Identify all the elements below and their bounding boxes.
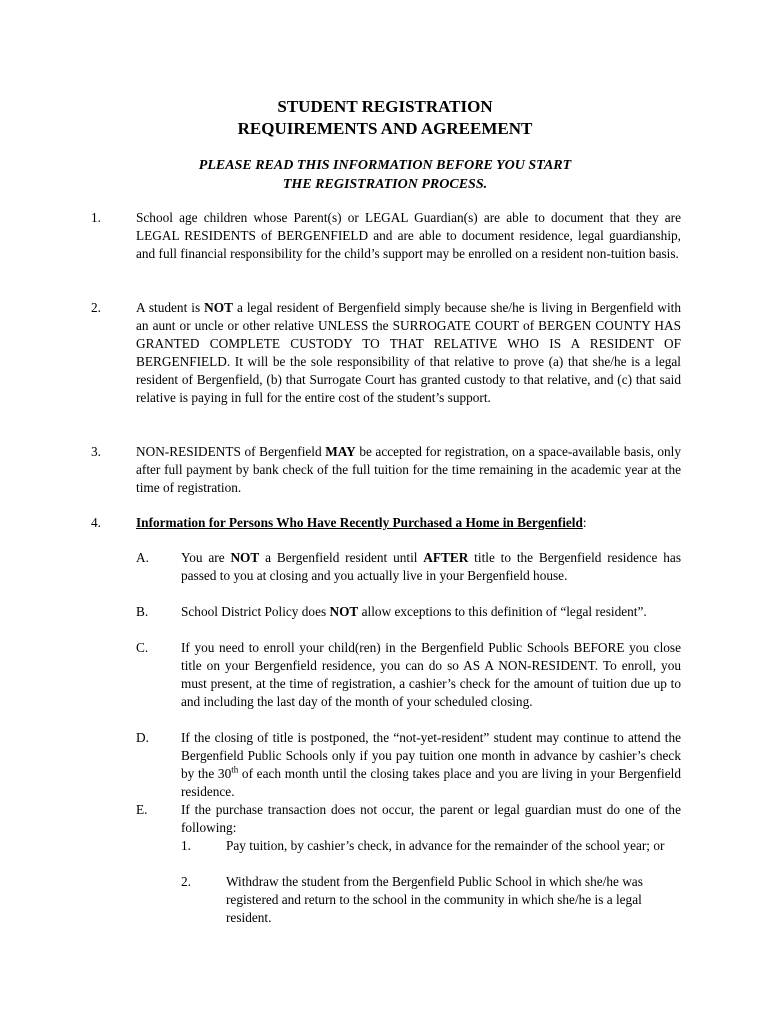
text-part: School District Policy does [181,604,330,619]
item-number: 1. [91,210,101,225]
section-heading: Information for Persons Who Have Recently Purchased a Home in Bergenfield [136,515,583,530]
item-text-part: a legal resident of Bergenfield simply because she/he is living in Bergenfield with an aunt or uncle or other relative UNLESS the SURROGATE COURT of BERGEN COUNTY HAS GRANTED COMPLETE CUSTODY TO THAT RELATIVE WHO IS A RESIDENT OF BERGENFIELD. It will be the sole responsibility of that relative to prove (a) that she/he is a legal resident of Bergenfield, (b) that Surrogate Court has granted custody to that relative, and (c) that said relative is paying in full for the entire cost of the student’s support. [136,300,681,405]
sub-item-letter: A. [136,550,149,565]
sub-sub-item-text: Withdraw the student from the Bergenfield Public School in which she/he was registered and return to the school in the community in which she/he is a legal resident. [226,874,643,925]
item-text [136,443,681,497]
title-line-2: REQUIREMENTS AND AGREEMENT [237,119,533,138]
item-text-part: be accepted for registration, on a space-available basis, only after full payment by bank check of the full tuition for the time remaining in the academic year at the time of registration. [136,444,681,495]
sub-item-text: If you need to enroll your child(ren) in the Bergenfield Public Schools BEFORE you close title on your Bergenfield residence, you can do so AS A NON-RESIDENT. To enroll, you must present, at the time of registration, a cashier’s check for the amount of tuition due up to and including the last day of the month of your scheduled closing. [181,640,681,709]
text-part: of each month until the closing takes place and you are living in your Bergenfield residence. [181,766,681,799]
sub-item-text: If the purchase transaction does not occur, the parent or legal guardian must do one of the following: [181,802,681,835]
document-subtitle [0,156,770,194]
sub-sub-item-2 [181,873,681,927]
sub-item-text [181,549,681,585]
heading-colon: : [582,515,587,530]
list-item-4 [91,514,681,532]
sub-item-letter: D. [136,730,149,745]
sub-sub-item-number: 2. [181,874,191,889]
item-text [136,299,681,407]
item-text-part: NON-RESIDENTS of Bergenfield [136,444,326,459]
sub-item-letter: E. [136,802,148,817]
list-item-2 [91,299,681,407]
sub-sub-item-1 [181,837,681,855]
title-line-1: STUDENT REGISTRATION [277,97,493,116]
sub-sub-item-text: Pay tuition, by cashier’s check, in advance for the remainder of the school year; or [226,838,665,853]
sub-item-a [136,549,681,585]
sub-item-text [181,729,681,801]
item-text: School age children whose Parent(s) or LEGAL Guardian(s) are able to document that they are LEGAL RESIDENTS of BERGENFIELD and are able to document residence, legal guardianship, and full financial responsibility for the child’s support may be enrolled on a resident non-tuition basis. [136,210,681,261]
subtitle-line-1: PLEASE READ THIS INFORMATION BEFORE YOU START [198,158,572,173]
item-text-bold: MAY [325,444,356,459]
text-part: a Bergenfield resident until [259,550,424,565]
item-text-part: A student is [136,300,205,315]
subtitle-line-2: THE REGISTRATION PROCESS. [282,177,488,192]
text-part: title to the Bergenfield residence has passed to you at closing and you actually live in your Bergenfield house. [181,550,681,583]
document-title [0,96,770,140]
item-number: 4. [91,515,101,530]
list-item-3 [91,443,681,497]
text-superscript: th [231,764,239,775]
item-heading [136,514,681,532]
sub-item-e [136,801,681,837]
list-item-1 [91,209,681,263]
text-bold: NOT [230,550,260,565]
sub-item-letter: B. [136,604,149,619]
sub-sub-item-number: 1. [181,838,191,853]
item-text-bold: NOT [204,300,233,315]
text-part: If the closing of title is postponed, the “not-yet-resident” student may continue to attend the Bergenfield Public Schools only if you pay tuition one month in advance by cashier’s check by the 30 [181,730,681,781]
sub-item-b [136,603,681,621]
text-part: You are [181,550,231,565]
sub-item-c [136,639,681,711]
sub-item-text [181,603,681,621]
text-part: allow exceptions to this definition of “legal resident”. [358,604,647,619]
item-number: 3. [91,444,101,459]
item-number: 2. [91,300,101,315]
sub-item-d [136,729,681,801]
text-bold: NOT [329,604,359,619]
text-bold: AFTER [423,550,469,565]
sub-item-letter: C. [136,640,149,655]
